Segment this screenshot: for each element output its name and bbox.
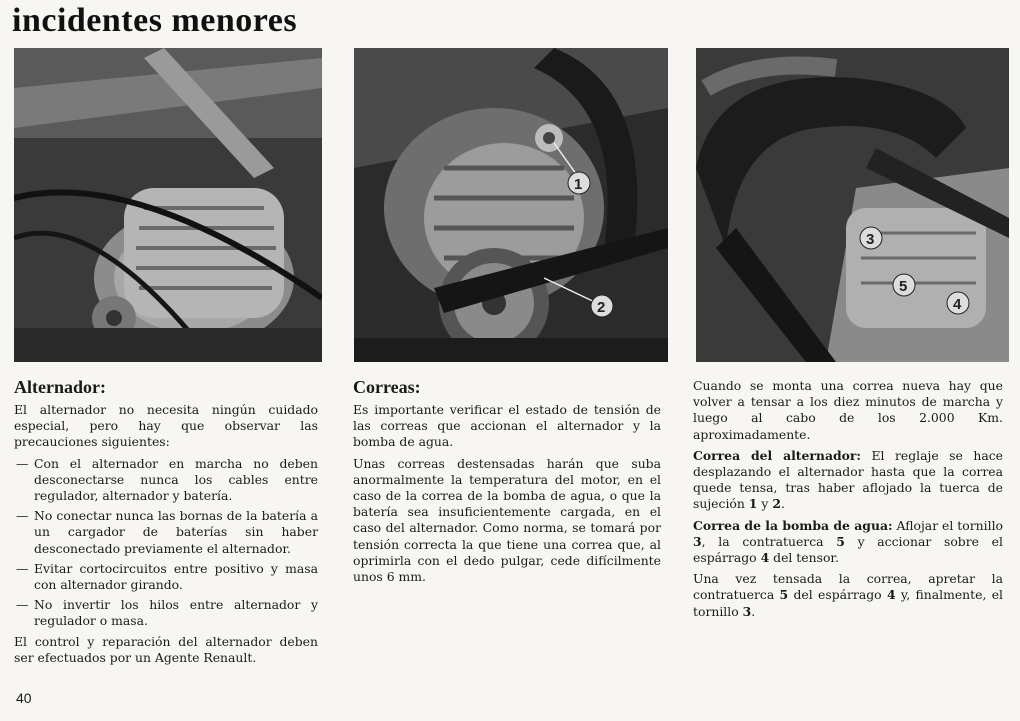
callout-3: 3 xyxy=(866,231,875,248)
alternator-outro: El control y reparación del alternador deben ser efectuados por un Agente Renault. xyxy=(14,633,318,665)
alternator-photo xyxy=(14,48,322,362)
list-item: — Evitar cortocircuitos entre positivo y masa con alternador girando. xyxy=(16,560,318,593)
alternator-intro: El alternador no necesita ningún cuidado especial, pero hay que observar las precauciones siguientes: xyxy=(14,402,318,450)
list-item: — No conectar nunca las bornas de la batería a un cargador de baterías sin haber desconectado previamente el alternador. xyxy=(16,508,318,556)
list-item: — No invertir los hilos entre alternador y regulador o masa. xyxy=(16,597,318,629)
page-number: 40 xyxy=(16,690,32,706)
callout-1: 1 xyxy=(574,176,583,193)
final-tightening-paragraph: Una vez tensada la correa, apretar la contratuerca 5 del espárrago 4 y, finalmente, el tornillo 3. xyxy=(693,571,1004,619)
water-pump-belt-paragraph: Correa de la bomba de agua: Aflojar el tornillo 3, la contratuerca 5 y accionar sobre el espárrago 4 del tensor. xyxy=(693,517,1003,566)
belts-paragraph-1: Es importante verificar el estado de tensión de las correas que accionan el alternador y la bomba de agua. xyxy=(353,402,661,450)
belts-paragraph-2: Unas correas destensadas harán que suba anormalmente la temperatura del motor, en el caso de la correa de la bomba de agua, o que la batería sea insuficientemente cargada, en el caso del alternador. Como norma, se tomará por tensión correcta la que tiene una correa que, al oprimirla con el dedo pulgar, cede difícilmente unos 6 mm. xyxy=(353,455,661,585)
list-item: — Con el alternador en marcha no deben desconectarse nunca los cables entre regulador, alternador y batería. xyxy=(16,455,318,504)
belt-adjustment-section xyxy=(693,378,1003,625)
alternator-heading: Alternador: xyxy=(14,377,106,397)
belts-heading: Correas: xyxy=(353,377,421,397)
callout-5: 5 xyxy=(899,278,908,295)
alternator-belt-paragraph: Correa del alternador: El reglaje se hace desplazando el alternador hasta que la correa quede tensa, tras haber aflojado la tuerca de sujeción 1 y 2. xyxy=(693,447,1003,512)
new-belt-paragraph: Cuando se monta una correa nueva hay que volver a tensar a los diez minutos de marcha y luego al cabo de los 2.000 Km. aproximadamente. xyxy=(693,378,1003,442)
callout-4: 4 xyxy=(953,296,962,313)
water-pump-photo xyxy=(696,48,1009,362)
belts-photo xyxy=(354,48,668,362)
alternator-section xyxy=(14,376,318,671)
callout-2: 2 xyxy=(597,299,606,316)
page-title: incidentes menores xyxy=(12,2,298,39)
belts-section xyxy=(353,376,661,590)
